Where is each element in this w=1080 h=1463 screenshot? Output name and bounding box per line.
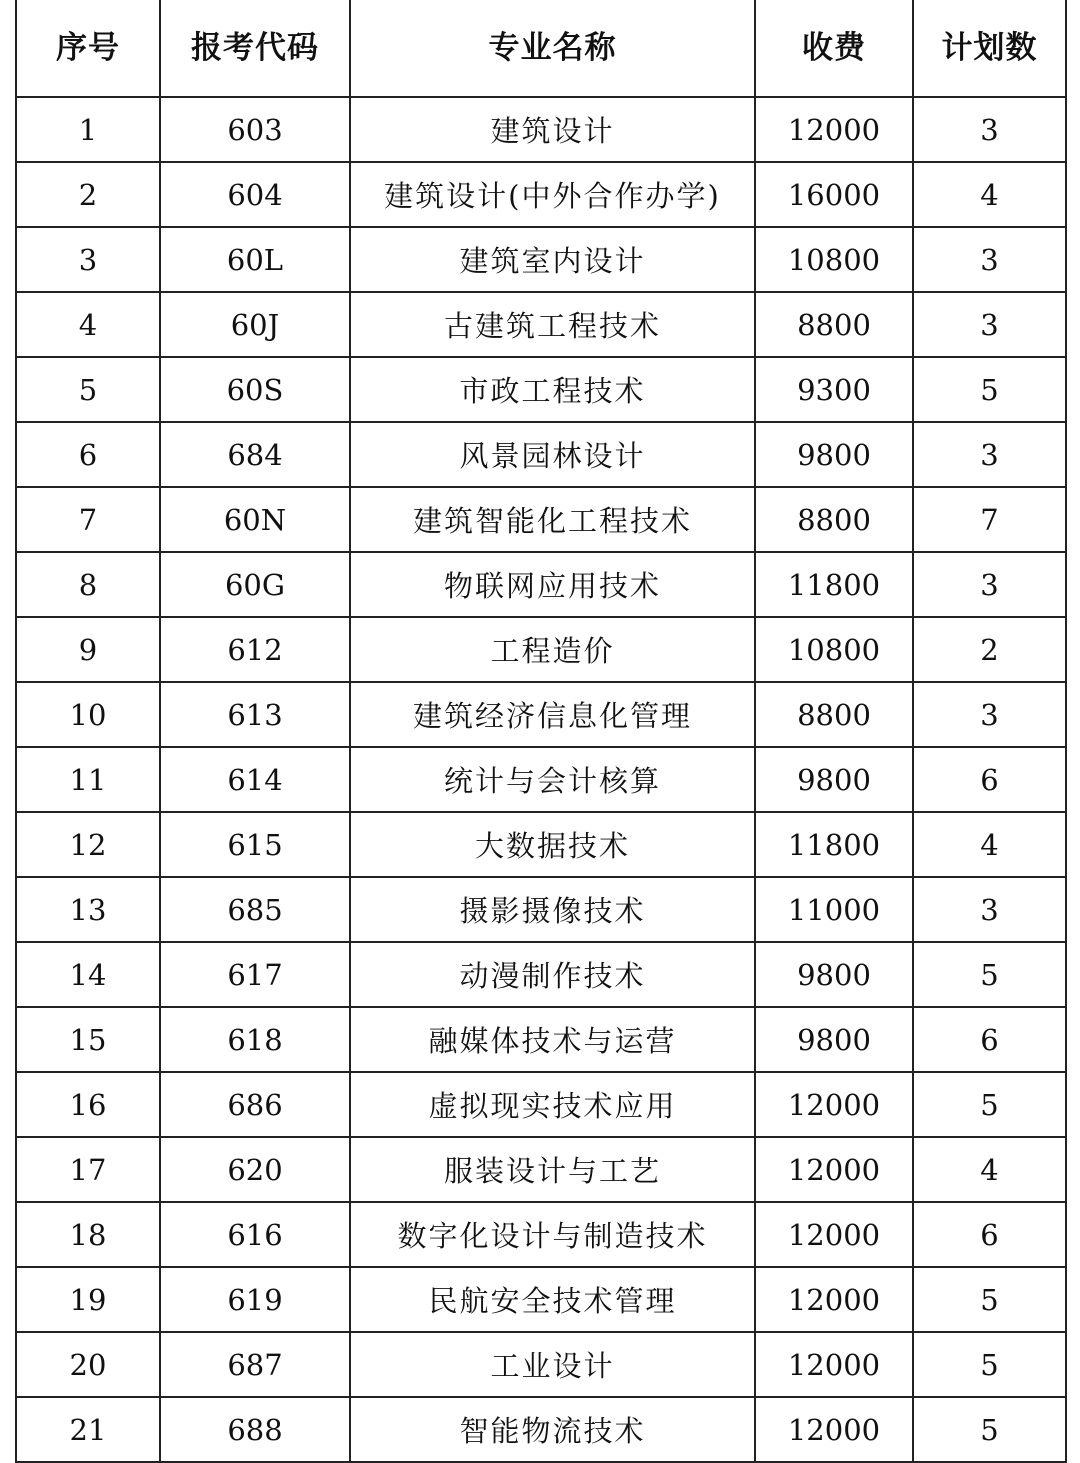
table-header-row [16, 0, 1066, 97]
table-row [16, 877, 1066, 942]
cell-index: 10 [16, 682, 160, 747]
cell-index: 17 [16, 1137, 160, 1202]
cell-plan-count: 3 [913, 552, 1066, 617]
cell-major-name: 服装设计与工艺 [350, 1137, 755, 1202]
cell-major-name: 动漫制作技术 [350, 942, 755, 1007]
table-row [16, 422, 1066, 487]
cell-plan-count: 5 [913, 1072, 1066, 1137]
cell-plan-count: 5 [913, 1267, 1066, 1332]
cell-plan-count: 6 [913, 1007, 1066, 1072]
table-row [16, 97, 1066, 162]
cell-fee: 9800 [755, 747, 913, 812]
cell-plan-count: 6 [913, 747, 1066, 812]
cell-plan-count: 3 [913, 227, 1066, 292]
cell-code: 684 [160, 422, 350, 487]
cell-index: 18 [16, 1202, 160, 1267]
cell-code: 620 [160, 1137, 350, 1202]
cell-plan-count: 5 [913, 942, 1066, 1007]
cell-major-name: 风景园林设计 [350, 422, 755, 487]
cell-index: 15 [16, 1007, 160, 1072]
cell-code: 60L [160, 227, 350, 292]
table-row [16, 812, 1066, 877]
cell-fee: 8800 [755, 682, 913, 747]
cell-code: 687 [160, 1332, 350, 1397]
cell-major-name: 建筑设计(中外合作办学) [350, 162, 755, 227]
cell-index: 14 [16, 942, 160, 1007]
cell-major-name: 古建筑工程技术 [350, 292, 755, 357]
header-major-name: 专业名称 [350, 0, 755, 97]
cell-fee: 8800 [755, 292, 913, 357]
cell-fee: 9800 [755, 942, 913, 1007]
cell-plan-count: 3 [913, 422, 1066, 487]
cell-index: 16 [16, 1072, 160, 1137]
cell-code: 60J [160, 292, 350, 357]
cell-index: 6 [16, 422, 160, 487]
cell-plan-count: 5 [913, 357, 1066, 422]
cell-index: 9 [16, 617, 160, 682]
cell-plan-count: 5 [913, 1397, 1066, 1462]
cell-index: 19 [16, 1267, 160, 1332]
cell-index: 11 [16, 747, 160, 812]
cell-fee: 9800 [755, 1007, 913, 1072]
header-plan-count: 计划数 [913, 0, 1066, 97]
table-row [16, 1072, 1066, 1137]
cell-fee: 12000 [755, 1267, 913, 1332]
table-row [16, 1332, 1066, 1397]
cell-major-name: 大数据技术 [350, 812, 755, 877]
cell-code: 688 [160, 1397, 350, 1462]
cell-index: 1 [16, 97, 160, 162]
cell-major-name: 物联网应用技术 [350, 552, 755, 617]
cell-fee: 12000 [755, 97, 913, 162]
header-index: 序号 [16, 0, 160, 97]
cell-code: 617 [160, 942, 350, 1007]
cell-major-name: 市政工程技术 [350, 357, 755, 422]
cell-fee: 16000 [755, 162, 913, 227]
cell-fee: 9300 [755, 357, 913, 422]
table-row [16, 942, 1066, 1007]
cell-fee: 12000 [755, 1332, 913, 1397]
program-table-container [15, 0, 1065, 1463]
cell-code: 604 [160, 162, 350, 227]
table-row [16, 487, 1066, 552]
cell-code: 60G [160, 552, 350, 617]
cell-fee: 11000 [755, 877, 913, 942]
cell-code: 612 [160, 617, 350, 682]
cell-major-name: 统计与会计核算 [350, 747, 755, 812]
cell-plan-count: 3 [913, 877, 1066, 942]
table-row [16, 552, 1066, 617]
cell-code: 619 [160, 1267, 350, 1332]
cell-index: 21 [16, 1397, 160, 1462]
cell-index: 2 [16, 162, 160, 227]
cell-code: 616 [160, 1202, 350, 1267]
table-row [16, 227, 1066, 292]
cell-major-name: 建筑经济信息化管理 [350, 682, 755, 747]
cell-code: 618 [160, 1007, 350, 1072]
cell-code: 686 [160, 1072, 350, 1137]
cell-major-name: 智能物流技术 [350, 1397, 755, 1462]
table-row [16, 747, 1066, 812]
cell-index: 20 [16, 1332, 160, 1397]
cell-plan-count: 3 [913, 682, 1066, 747]
table-row [16, 292, 1066, 357]
table-row [16, 1137, 1066, 1202]
program-table [15, 0, 1067, 1463]
cell-fee: 12000 [755, 1397, 913, 1462]
cell-plan-count: 3 [913, 292, 1066, 357]
cell-code: 60N [160, 487, 350, 552]
cell-index: 4 [16, 292, 160, 357]
table-row [16, 617, 1066, 682]
table-row [16, 1202, 1066, 1267]
header-code: 报考代码 [160, 0, 350, 97]
cell-major-name: 建筑设计 [350, 97, 755, 162]
cell-code: 603 [160, 97, 350, 162]
cell-index: 5 [16, 357, 160, 422]
table-row [16, 357, 1066, 422]
cell-major-name: 工程造价 [350, 617, 755, 682]
cell-fee: 12000 [755, 1072, 913, 1137]
cell-code: 60S [160, 357, 350, 422]
cell-fee: 9800 [755, 422, 913, 487]
cell-index: 13 [16, 877, 160, 942]
cell-fee: 12000 [755, 1202, 913, 1267]
cell-code: 614 [160, 747, 350, 812]
cell-plan-count: 7 [913, 487, 1066, 552]
table-row [16, 1267, 1066, 1332]
cell-fee: 10800 [755, 617, 913, 682]
table-row [16, 1007, 1066, 1072]
cell-fee: 8800 [755, 487, 913, 552]
cell-major-name: 融媒体技术与运营 [350, 1007, 755, 1072]
table-row [16, 682, 1066, 747]
cell-index: 12 [16, 812, 160, 877]
cell-fee: 11800 [755, 552, 913, 617]
cell-major-name: 虚拟现实技术应用 [350, 1072, 755, 1137]
cell-index: 7 [16, 487, 160, 552]
cell-code: 613 [160, 682, 350, 747]
header-fee: 收费 [755, 0, 913, 97]
cell-major-name: 摄影摄像技术 [350, 877, 755, 942]
cell-index: 8 [16, 552, 160, 617]
cell-plan-count: 4 [913, 812, 1066, 877]
cell-plan-count: 3 [913, 97, 1066, 162]
cell-index: 3 [16, 227, 160, 292]
cell-plan-count: 6 [913, 1202, 1066, 1267]
cell-plan-count: 5 [913, 1332, 1066, 1397]
cell-fee: 11800 [755, 812, 913, 877]
table-row [16, 162, 1066, 227]
cell-code: 685 [160, 877, 350, 942]
cell-code: 615 [160, 812, 350, 877]
cell-fee: 12000 [755, 1137, 913, 1202]
cell-fee: 10800 [755, 227, 913, 292]
cell-major-name: 工业设计 [350, 1332, 755, 1397]
cell-plan-count: 4 [913, 1137, 1066, 1202]
table-body [16, 97, 1066, 1462]
cell-major-name: 民航安全技术管理 [350, 1267, 755, 1332]
cell-major-name: 建筑室内设计 [350, 227, 755, 292]
cell-major-name: 建筑智能化工程技术 [350, 487, 755, 552]
cell-plan-count: 4 [913, 162, 1066, 227]
cell-major-name: 数字化设计与制造技术 [350, 1202, 755, 1267]
table-row [16, 1397, 1066, 1462]
cell-plan-count: 2 [913, 617, 1066, 682]
